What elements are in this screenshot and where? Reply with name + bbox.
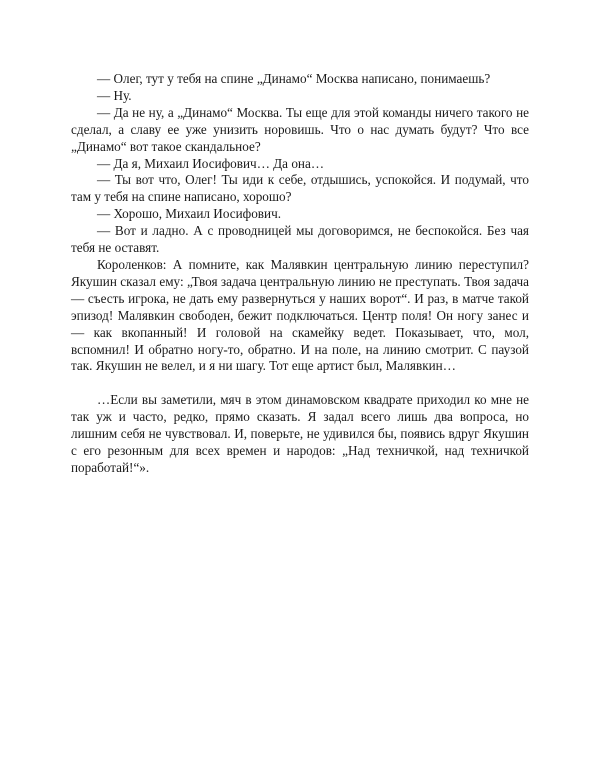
paragraph-4: — Да я, Михаил Иосифович… Да она… <box>97 155 325 171</box>
paragraph-3: — Да не ну, а „Динамо“ Москва. Ты еще для этой команды ничего такого не сделал, а славу ее уже унизить норовишь. Что о нас думать будут? Что все „Динамо“ вот такое скандальное? <box>71 104 529 154</box>
paragraph-9: …Если вы заметили, мяч в этом динамовском квадрате приходил ко мне не так уж и часто, редко, прямо сказать. Я задал всего лишь два вопроса, но лишним себя не чувствовал. И, поверьте, не удивился бы, появись вдруг Якушин с его резонным для всех времен и народов: „Над техничкой, над техничкой поработай!“». <box>71 392 529 475</box>
document-body <box>71 71 529 477</box>
paragraph-6: — Хорошо, Михаил Иосифович. <box>97 206 281 222</box>
paragraph-spacer <box>71 375 529 392</box>
paragraph-5: — Ты вот что, Олег! Ты иди к себе, отдышись, успокойся. И подумай, что там у тебя на спине написано, хорошо? <box>71 172 529 205</box>
paragraph-8: Короленков: А помните, как Малявкин центральную линию переступил? Якушин сказал ему: „Твоя задача центральную линию не преступать. Твоя задача — съесть игрока, не дать ему развернуться у наших ворот“. И раз, в матче такой эпизод! Малявкин свободен, бежит подключаться. Центр поля! Он ногу занес и — как вкопанный! И головой на скамейку ведет. Показывает, что, мол, вспомнил! И обратно ногу-то, обратно. И на поле, на линию смотрит. С паузой так. Якушин не велел, и я ни шагу. Тот еще артист был, Малявкин… <box>71 256 529 374</box>
paragraph-1: — Олег, тут у тебя на спине „Динамо“ Москва написано, понимаешь? <box>97 71 491 86</box>
paragraph-7: — Вот и ладно. А с проводницей мы договоримся, не беспокойся. Без чая тебя не оставят. <box>71 223 529 256</box>
paragraph-2: — Ну. <box>97 87 132 103</box>
